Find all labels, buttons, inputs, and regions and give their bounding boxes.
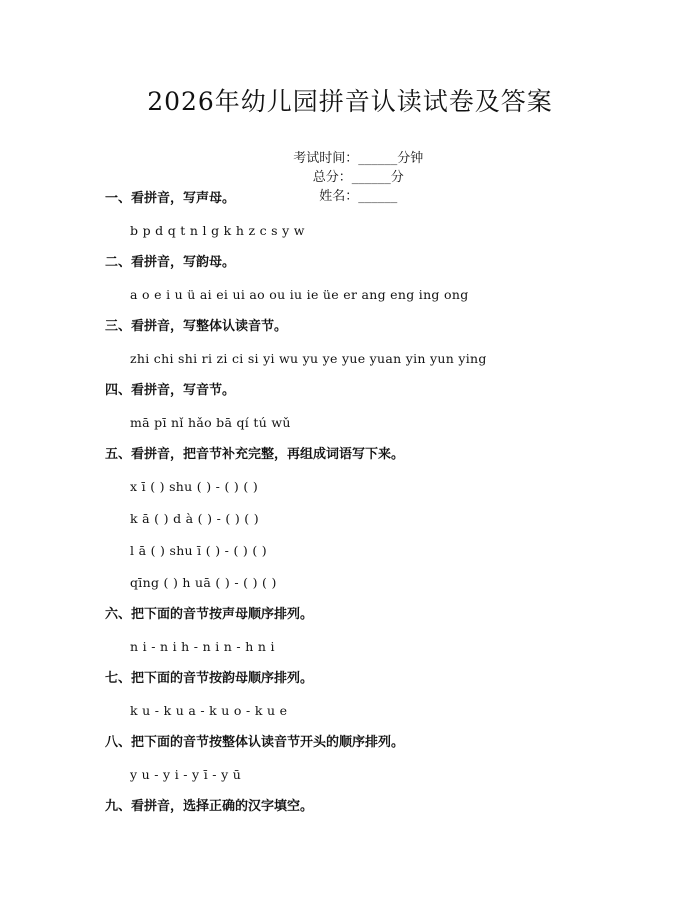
- question-sections: [105, 190, 665, 830]
- section-content-line: mā pī nǐ hǎo bā qí tú wǔ: [130, 415, 291, 430]
- section-content-line: zhi chi shi ri zi ci si yi wu yu ye yue yuan yin yun ying: [130, 351, 487, 366]
- section-content-line: b p d q t n l g k h z c s y w: [130, 223, 305, 238]
- section-heading: 一、看拼音，写声母。: [105, 191, 236, 206]
- section-content-line: k ā ( ) d à ( ) - ( ) ( ): [130, 511, 259, 526]
- page-title: 2026年幼儿园拼音认读试卷及答案: [147, 87, 553, 116]
- section-content-line: x ī ( ) shu ( ) - ( ) ( ): [130, 479, 259, 494]
- section-content-line: a o e i u ü ai ei ui ao ou iu ie üe er ang eng ing ong: [130, 287, 469, 302]
- section-heading: 五、看拼音，把音节补充完整，再组成词语写下来。: [105, 447, 405, 462]
- section-heading: 三、看拼音，写整体认读音节。: [105, 319, 288, 334]
- section-content-line: y u - y i - y ī - y ū: [130, 767, 242, 782]
- section-heading: 九、看拼音，选择正确的汉字填空。: [105, 799, 314, 814]
- section-content-line: qīng ( ) h uā ( ) - ( ) ( ): [130, 575, 277, 590]
- section-heading: 四、看拼音，写音节。: [105, 383, 236, 398]
- section-heading: 六、把下面的音节按声母顺序排列。: [105, 607, 314, 622]
- section-content-line: l ā ( ) shu ī ( ) - ( ) ( ): [130, 543, 267, 558]
- section-heading: 七、把下面的音节按韵母顺序排列。: [105, 671, 314, 686]
- exam-time-field: 考试时间：______分钟: [293, 151, 424, 166]
- section-content-line: k u - k u a - k u o - k u e: [130, 703, 288, 718]
- total-score-field: 总分：______分: [312, 170, 404, 185]
- section-heading: 八、把下面的音节按整体认读音节开头的顺序排列。: [105, 735, 405, 750]
- section-heading: 二、看拼音，写韵母。: [105, 255, 236, 270]
- student-name-field: 姓名：______: [319, 189, 398, 204]
- section-content-line: n i - n i h - n i n - h n i: [130, 639, 275, 654]
